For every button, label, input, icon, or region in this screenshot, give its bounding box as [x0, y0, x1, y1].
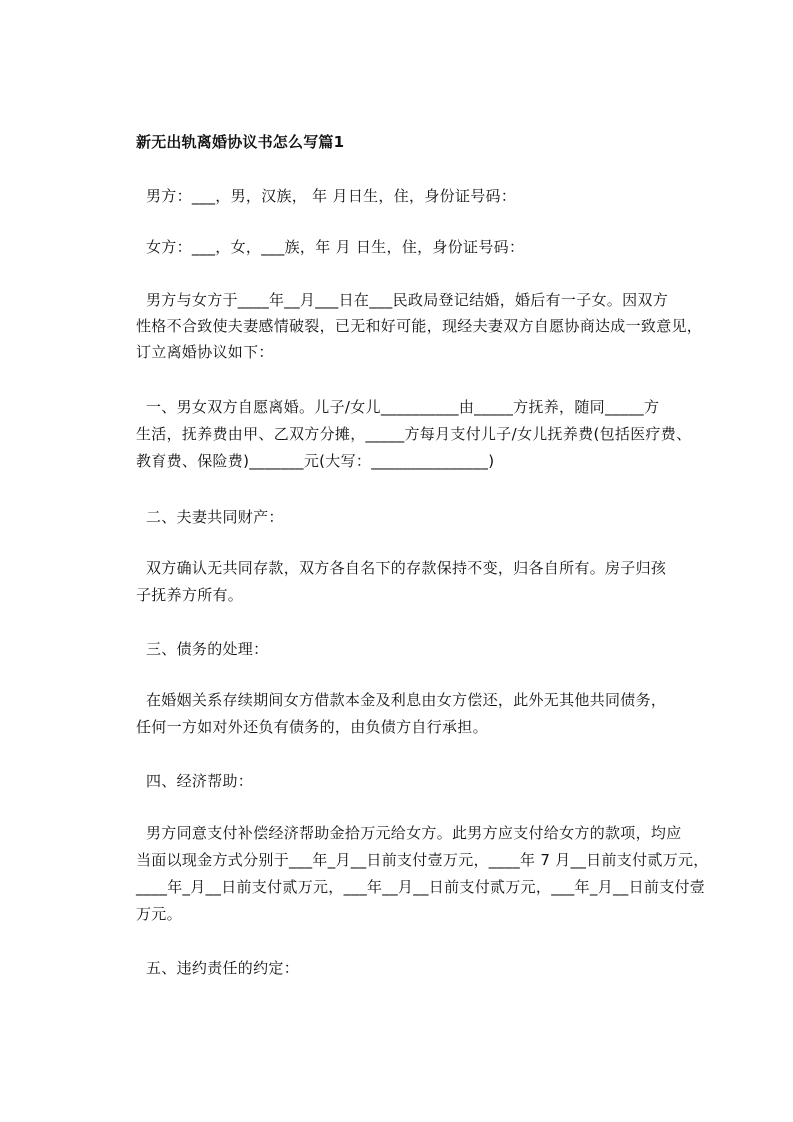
wife-info-line: 女方：___，女，___族，年 月 日生，住，身份证号码：	[146, 238, 525, 256]
clause-1-line-2: 生活，抚养费由甲、乙双方分摊，_____方每月支付儿子/女儿抚养费(包括医疗费、	[136, 425, 692, 443]
clause-2-heading: 二、夫妻共同财产：	[146, 508, 284, 526]
intro-line-3: 订立离婚协议如下：	[136, 343, 274, 361]
clause-1-line-1: 一、男女双方自愿离婚。儿子/女儿__________由_____方抚养，随同_____方	[146, 398, 660, 416]
clause-4-heading: 四、经济帮助：	[146, 772, 254, 790]
clause-4-line-3: ____年_月__日前支付贰万元，___年__月__日前支付贰万元，___年_月__日前支付壹	[136, 878, 706, 896]
intro-line-2: 性格不合致使夫妻感情破裂，已无和好可能，现经夫妻双方自愿协商达成一致意见，	[136, 317, 703, 335]
clause-3-heading: 三、债务的处理：	[146, 640, 269, 658]
clause-1-line-3: 教育费、保险费)_______元(大写：_______________)	[136, 452, 495, 470]
clause-5-heading: 五、违约责任的约定：	[146, 959, 300, 977]
clause-4-line-4: 万元。	[136, 905, 182, 923]
husband-info-line: 男方：___，男，汉族， 年 月日生，住，身份证号码：	[146, 187, 517, 205]
clause-4-line-1: 男方同意支付补偿经济帮助金拾万元给女方。此男方应支付给女方的款项，均应	[146, 824, 682, 842]
clause-3-line-2: 任何一方如对外还负有债务的，由负债方自行承担。	[136, 718, 488, 736]
document-title: 新无出轨离婚协议书怎么写篇1	[136, 133, 345, 151]
clause-4-line-2: 当面以现金方式分别于___年_月__日前支付壹万元，____年 7 月__日前支付贰万元，	[136, 851, 709, 869]
intro-line-1: 男方与女方于____年__月___日在___民政局登记结婚，婚后有一子女。因双方	[146, 291, 669, 309]
clause-2-line-2: 子抚养方所有。	[136, 586, 244, 604]
clause-2-line-1: 双方确认无共同存款，双方各自名下的存款保持不变，归各自所有。房子归孩	[146, 559, 667, 577]
clause-3-line-1: 在婚姻关系存续期间女方借款本金及利息由女方偿还，此外无其他共同债务，	[146, 691, 667, 709]
